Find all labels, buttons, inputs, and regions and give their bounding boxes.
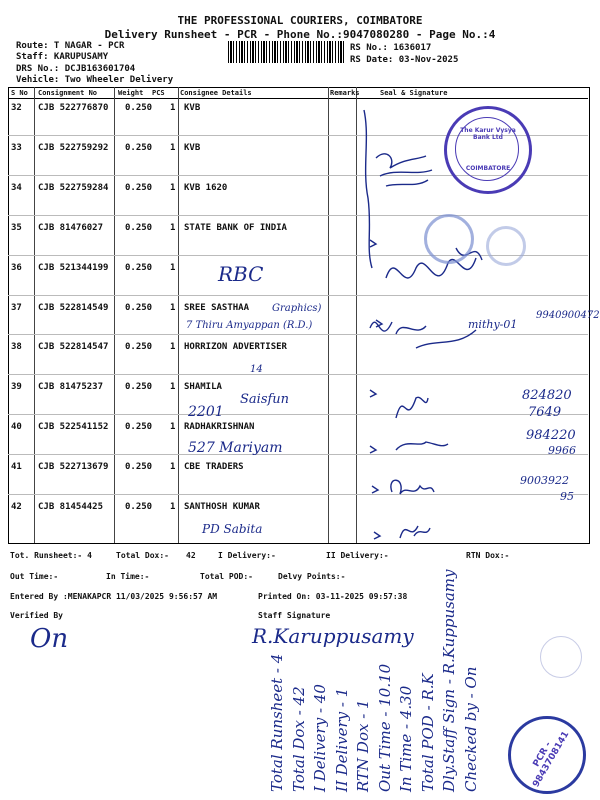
faded-circle: [540, 636, 582, 678]
handwriting-37c: mithy-01: [468, 318, 518, 331]
signature-stroke: [396, 442, 448, 450]
row-pcs: 1: [170, 182, 176, 193]
row-consignee: KVB: [184, 103, 201, 113]
col-divider: [178, 87, 179, 543]
tick-mark: [370, 446, 376, 453]
rs-date: RS Date: 03-Nov-2025: [350, 55, 459, 65]
row-consignment: CJB 522814547: [38, 342, 109, 353]
handwriting-40c: 9966: [548, 444, 576, 457]
handwriting-39c: 824820: [522, 388, 572, 403]
route-label: Route: T NAGAR - PCR: [16, 41, 125, 51]
company-title: THE PROFESSIONAL COURIERS, COIMBATORE: [177, 14, 423, 27]
col-consignee: Consignee Details: [180, 89, 252, 97]
signature-stroke: [391, 480, 434, 494]
handwriting-41a: 9003922: [520, 474, 569, 487]
row-pcs: 1: [170, 422, 176, 433]
signature-stroke: [400, 526, 430, 538]
handwriting-39d: 7649: [528, 405, 562, 420]
row-weight: 0.250: [125, 262, 153, 273]
row-consignment: CJB 522776870: [38, 103, 109, 113]
total-pod: Total POD:-: [200, 572, 253, 581]
summary-note: Out Time - 10.10: [375, 663, 394, 792]
signature-stroke: [364, 110, 372, 268]
signature-stroke: [376, 154, 432, 186]
pcr-stamp-text: PCR - 9843708141: [531, 729, 572, 790]
row-sno: 35: [11, 222, 22, 233]
row-consignment: CJB 81476027: [38, 222, 104, 233]
row-weight: 0.250: [125, 422, 153, 433]
handwriting-39b: 2201: [188, 404, 224, 420]
col-remarks: Remarks: [330, 89, 360, 97]
barcode: [228, 41, 346, 63]
row-weight: 0.250: [125, 382, 153, 393]
stamp-text: The Karur Vysya Bank Ltd: [460, 127, 516, 141]
rtn-dox: RTN Dox:-: [466, 551, 510, 560]
total-dox-label: Total Dox:-: [116, 551, 169, 560]
staff-signature: R.Karuppusamy: [252, 624, 414, 648]
handwriting-36: RBC: [218, 262, 264, 286]
summary-note: II Delivery - 1: [332, 687, 351, 792]
total-dox-value: 42: [186, 551, 196, 560]
handwriting-37a: Graphics): [272, 303, 322, 314]
row-pcs: 1: [170, 302, 176, 313]
col-divider: [34, 87, 35, 543]
row-consignee: KVB: [184, 142, 201, 153]
row-consignment: CJB 81475237: [38, 382, 104, 393]
row-consignee: STATE BANK OF INDIA: [184, 222, 287, 233]
row-pcs: 1: [170, 262, 176, 273]
row-pcs: 1: [170, 103, 176, 113]
handwriting-37d: 9940900472: [536, 310, 600, 321]
printed-on: Printed On: 03-11-2025 09:57:38: [258, 592, 408, 601]
row-weight: 0.250: [125, 342, 153, 353]
row-consignment: CJB 522759284: [38, 182, 109, 193]
summary-note: Dly.Staff Sign - R.Kuppusamy: [440, 569, 458, 792]
in-time: In Time:-: [106, 572, 150, 581]
row-consignee: RADHAKRISHNAN: [184, 422, 255, 433]
col-divider: [114, 87, 115, 543]
tick-mark: [372, 486, 378, 493]
summary-note: Checked by - On: [461, 666, 480, 792]
row-sno: 38: [11, 342, 22, 353]
kvb-stamp: [444, 106, 532, 194]
row-consignment: CJB 522814549: [38, 302, 109, 313]
col-pcs: PCS: [152, 89, 165, 97]
summary-note: Total Runsheet - 4: [268, 653, 286, 792]
row-pcs: 1: [170, 462, 176, 473]
total-runsheet: Tot. Runsheet:- 4: [10, 551, 92, 560]
row-consignment: CJB 522713679: [38, 462, 109, 473]
row-sno: 41: [11, 462, 22, 473]
row-pcs: 1: [170, 142, 176, 153]
col-divider: [328, 87, 329, 543]
handwriting-37b: 7 Thiru Amyappan (R.D.): [186, 320, 313, 331]
summary-note: Total POD - R.K: [418, 673, 437, 792]
handwriting-40b: 984220: [526, 428, 576, 443]
tick-mark: [370, 390, 376, 397]
rs-number: RS No.: 1636017: [350, 43, 432, 53]
tick-mark: [370, 240, 376, 247]
row-sno: 32: [11, 103, 22, 113]
row-sno: 34: [11, 182, 22, 193]
row-weight: 0.250: [125, 222, 153, 233]
row-consignee: KVB 1620: [184, 182, 228, 193]
row-weight: 0.250: [125, 182, 153, 193]
pcr-stamp: [508, 716, 586, 794]
staff-signature-label: Staff Signature: [258, 611, 331, 620]
handwriting-38: 14: [250, 364, 263, 375]
runsheet-subtitle: Delivery Runsheet - PCR - Phone No.:9047080280 - Page No.:4: [104, 28, 496, 41]
handwriting-40a: 527 Mariyam: [188, 440, 283, 456]
drs-label: DRS No.: DCJB163601704: [16, 64, 136, 74]
row-pcs: 1: [170, 502, 176, 512]
summary-note: I Delivery - 40: [311, 684, 329, 792]
signature-stroke: [370, 322, 476, 348]
i-delivery: I Delivery:-: [218, 551, 276, 560]
row-consignment: CJB 81454425: [38, 502, 104, 512]
handwriting-41b: 95: [560, 490, 574, 503]
row-sno: 37: [11, 302, 22, 313]
faded-stamp: [486, 226, 526, 266]
handwriting-39a: Saisfun: [240, 392, 290, 407]
row-sno: 42: [11, 502, 22, 512]
ii-delivery: II Delivery:-: [326, 551, 389, 560]
row-consignee: HORRIZON ADVERTISER: [184, 342, 287, 353]
verified-by: Verified By: [10, 611, 63, 620]
row-consignment: CJB 522541152: [38, 422, 109, 433]
row-sno: 36: [11, 262, 22, 273]
row-pcs: 1: [170, 342, 176, 353]
col-sno: S No: [11, 89, 28, 97]
row-consignment: CJB 521344199: [38, 262, 109, 273]
sbi-stamp: [424, 214, 474, 264]
handwriting-42: PD Sabita: [202, 522, 263, 536]
row-consignment: CJB 522759292: [38, 142, 109, 153]
row-consignee: SREE SASTHAA: [184, 302, 250, 313]
row-pcs: 1: [170, 382, 176, 393]
col-consignment: Consignment No: [38, 89, 98, 97]
tick-mark: [374, 532, 380, 539]
vehicle-label: Vehicle: Two Wheeler Delivery: [16, 75, 174, 85]
row-sno: 40: [11, 422, 22, 433]
row-weight: 0.250: [125, 502, 153, 512]
entered-by: Entered By :MENAKAPCR 11/03/2025 9:56:57 AM: [10, 592, 218, 601]
row-weight: 0.250: [125, 302, 153, 313]
col-seal: Seal & Signature: [380, 89, 448, 97]
row-sno: 39: [11, 382, 22, 393]
staff-label: Staff: KARUPUSAMY: [16, 52, 109, 62]
row-weight: 0.250: [125, 103, 153, 113]
summary-note: Total Dox - 42: [289, 686, 308, 792]
out-time: Out Time:-: [10, 572, 59, 581]
row-weight: 0.250: [125, 462, 153, 473]
stamp-subtext: COIMBATORE: [465, 165, 511, 172]
row-consignee: SHAMILA: [184, 382, 222, 393]
row-consignee: SANTHOSH KUMAR: [184, 502, 260, 512]
summary-note: RTN Dox - 1: [354, 699, 372, 792]
row-weight: 0.250: [125, 142, 153, 153]
col-weight: Weight: [118, 89, 144, 97]
summary-note: In Time - 4.30: [397, 685, 415, 792]
delvy-points: Delvy Points:-: [278, 572, 346, 581]
row-sno: 33: [11, 142, 22, 153]
row-consignee: CBE TRADERS: [184, 462, 244, 473]
signature-stroke: [396, 397, 428, 418]
row-pcs: 1: [170, 222, 176, 233]
verified-signature: On: [30, 624, 69, 654]
